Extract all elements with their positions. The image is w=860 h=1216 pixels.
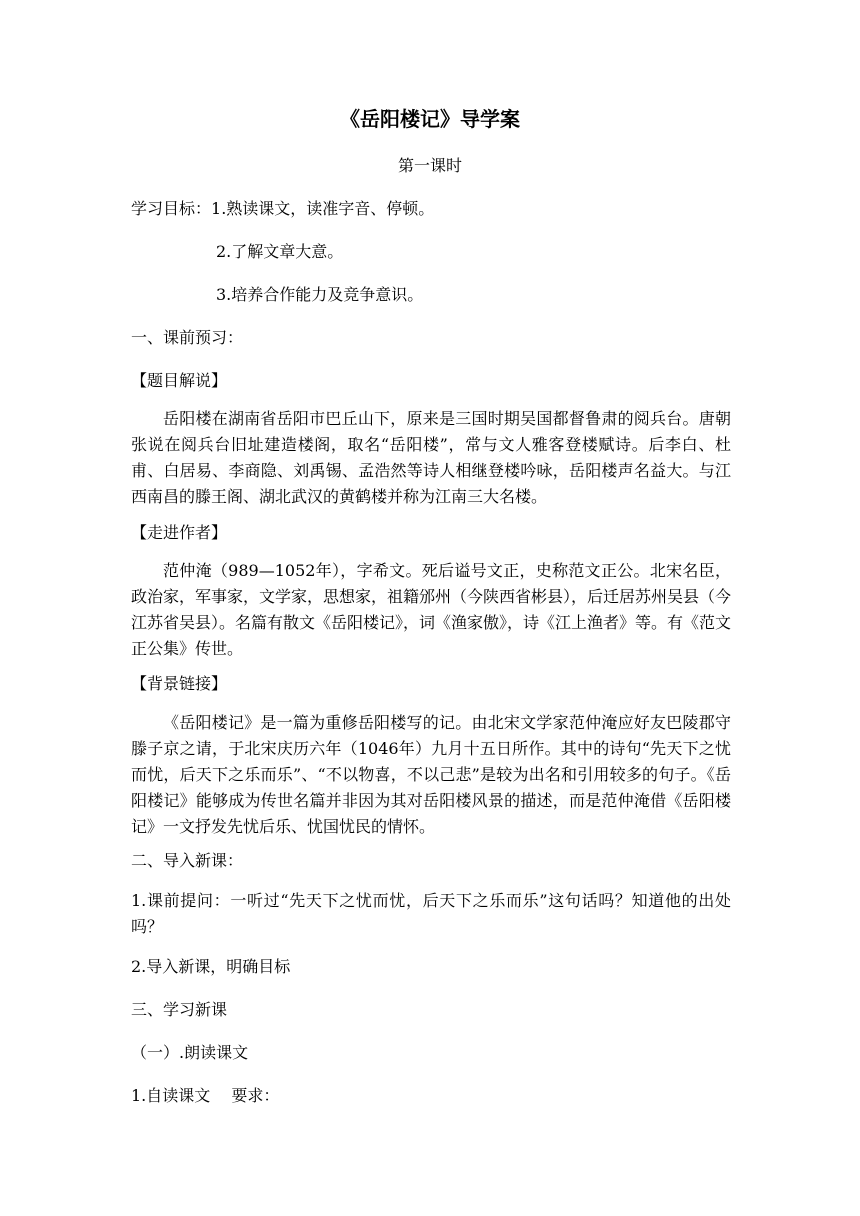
- reading-step-1: 1.自读课文 要求：: [131, 1086, 280, 1105]
- goal-item-2: 2.了解文章大意。: [216, 242, 344, 261]
- goals-label: 学习目标：: [131, 199, 212, 218]
- section-heading-new-lesson: 三、学习新课: [131, 1000, 228, 1019]
- goals-line-1: [131, 198, 434, 220]
- intro-question-2: 2.导入新课，明确目标: [131, 957, 291, 976]
- goal-item-1: 1.熟读课文，读准字音、停顿。: [211, 199, 435, 218]
- section-heading-preview: 一、课前预习：: [131, 328, 244, 347]
- background-paragraph: 《岳阳楼记》是一篇为重修岳阳楼写的记。由北宋文学家范仲淹应好友巴陵郡守滕子京之请，于北宋庆历六年（1046年）九月十五日所作。其中的诗句“先天下之忧而忧，后天下之乐而乐”、“不以物喜，不以己悲”是较为出名和引用较多的句子。《岳阳楼记》能够成为传世名篇并非因为其对岳阳楼风景的描述，而是范仲淹借《岳阳楼记》一文抒发先忧后乐、忧国忧民的情怀。: [131, 713, 731, 836]
- topic-paragraph: 岳阳楼在湖南省岳阳市巴丘山下，原来是三国时期吴国都督鲁肃的阅兵台。唐朝张说在阅兵台旧址建造楼阁，取名“岳阳楼”，常与文人雅客登楼赋诗。后李白、杜甫、白居易、李商隐、刘禹锡、孟浩然等诗人相继登楼吟咏，岳阳楼声名益大。与江西南昌的滕王阁、湖北武汉的黄鹤楼并称为江南三大名楼。: [131, 409, 731, 506]
- author-heading: 【走进作者】: [131, 523, 228, 542]
- topic-heading: 【题目解说】: [131, 371, 228, 390]
- intro-question-1: 1.课前提问：一听过“先天下之忧而忧，后天下之乐而乐”这句话吗？知道他的出处吗？: [131, 891, 731, 936]
- goal-item-3: 3.培养合作能力及竞争意识。: [216, 285, 424, 304]
- page-subtitle: 第一课时: [397, 156, 462, 175]
- background-heading: 【背景链接】: [131, 674, 228, 693]
- author-paragraph: 范仲淹（989—1052年），字希文。死后谥号文正，史称范文正公。北宋名臣，政治家，军事家，文学家，思想家，祖籍邠州（今陕西省彬县），后迁居苏州吴县（今江苏省吴县）。名篇有散文《岳阳楼记》，词《渔家傲》，诗《江上渔者》等。有《范文正公集》传世。: [131, 561, 732, 658]
- page-title: 《岳阳楼记》导学案: [340, 107, 520, 131]
- subsection-reading: （一）.朗读课文: [131, 1043, 249, 1062]
- section-heading-intro: 二、导入新课：: [131, 851, 244, 870]
